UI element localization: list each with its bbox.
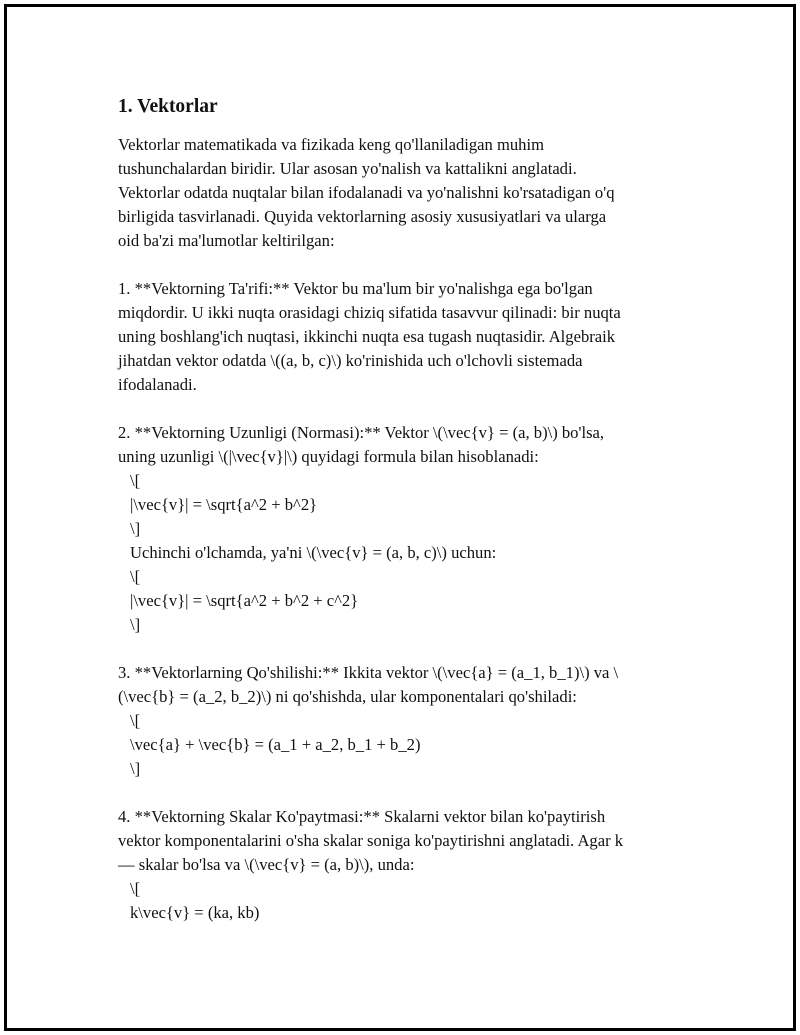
text-line: tushunchalardan biridir. Ular asosan yo'nalish va kattalikni anglatadi. xyxy=(118,159,577,178)
text-line: birligida tasvirlanadi. Quyida vektorlarning asosiy xususiyatlari va ularga xyxy=(118,207,607,226)
formula-line: \[ xyxy=(130,711,141,730)
formula-line: |\vec{v}| = \sqrt{a^2 + b^2 + c^2} xyxy=(130,591,359,610)
formula-line: \[ xyxy=(130,567,141,586)
formula-line: \vec{a} + \vec{b} = (a_1 + a_2, b_1 + b_2) xyxy=(130,735,421,754)
formula-line: \] xyxy=(130,615,141,634)
section-heading: 1. Vektorlar xyxy=(118,96,218,117)
formula-line: Uchinchi o'lchamda, ya'ni \(\vec{v} = (a, b, c)\) uchun: xyxy=(130,543,497,562)
text-line: uning uzunligi \(|\vec{v}|\) quyidagi formula bilan hisoblanadi: xyxy=(118,447,539,466)
formula-line: \[ xyxy=(130,879,141,898)
list-item-length xyxy=(118,421,678,637)
text-line: 4. **Vektorning Skalar Ko'paytmasi:** Skalarni vektor bilan ko'paytirish xyxy=(118,807,606,826)
formula-line: \] xyxy=(130,519,141,538)
text-line: Vektorlar matematikada va fizikada keng qo'llaniladigan muhim xyxy=(118,135,544,154)
list-item-addition xyxy=(118,661,678,781)
formula-line: k\vec{v} = (ka, kb) xyxy=(130,903,260,922)
text-line: Vektorlar odatda nuqtalar bilan ifodalanadi va yo'nalishni ko'rsatadigan o'q xyxy=(118,183,615,202)
text-line: uning boshlang'ich nuqtasi, ikkinchi nuqta esa tugash nuqtasidir. Algebraik xyxy=(118,327,616,346)
formula-line: |\vec{v}| = \sqrt{a^2 + b^2} xyxy=(130,495,318,514)
text-line: jihatdan vektor odatda \((a, b, c)\) ko'rinishida uch o'lchovli sistemada xyxy=(118,351,583,370)
text-line: 1. **Vektorning Ta'rifi:** Vektor bu ma'lum bir yo'nalishga ega bo'lgan xyxy=(118,279,593,298)
text-line: vektor komponentalarini o'sha skalar soniga ko'paytirishni anglatadi. Agar k xyxy=(118,831,624,850)
text-line: — skalar bo'lsa va \(\vec{v} = (a, b)\), unda: xyxy=(118,855,415,874)
text-line: (\vec{b} = (a_2, b_2)\) ni qo'shishda, ular komponentalari qo'shiladi: xyxy=(118,687,577,706)
text-line: oid ba'zi ma'lumotlar keltirilgan: xyxy=(118,231,335,250)
formula-line: \[ xyxy=(130,471,141,490)
list-item-scalar-multiplication xyxy=(118,805,678,925)
list-item-definition xyxy=(118,277,678,397)
intro-paragraph xyxy=(118,133,678,253)
text-line: miqdordir. U ikki nuqta orasidagi chiziq sifatida tasavvur qilinadi: bir nuqta xyxy=(118,303,621,322)
text-line: ifodalanadi. xyxy=(118,375,197,394)
text-line: 3. **Vektorlarning Qo'shilishi:** Ikkita vektor \(\vec{a} = (a_1, b_1)\) va \ xyxy=(118,663,619,682)
formula-line: \] xyxy=(130,759,141,778)
document-content xyxy=(118,94,678,949)
text-line: 2. **Vektorning Uzunligi (Normasi):** Vektor \(\vec{v} = (a, b)\) bo'lsa, xyxy=(118,423,605,442)
